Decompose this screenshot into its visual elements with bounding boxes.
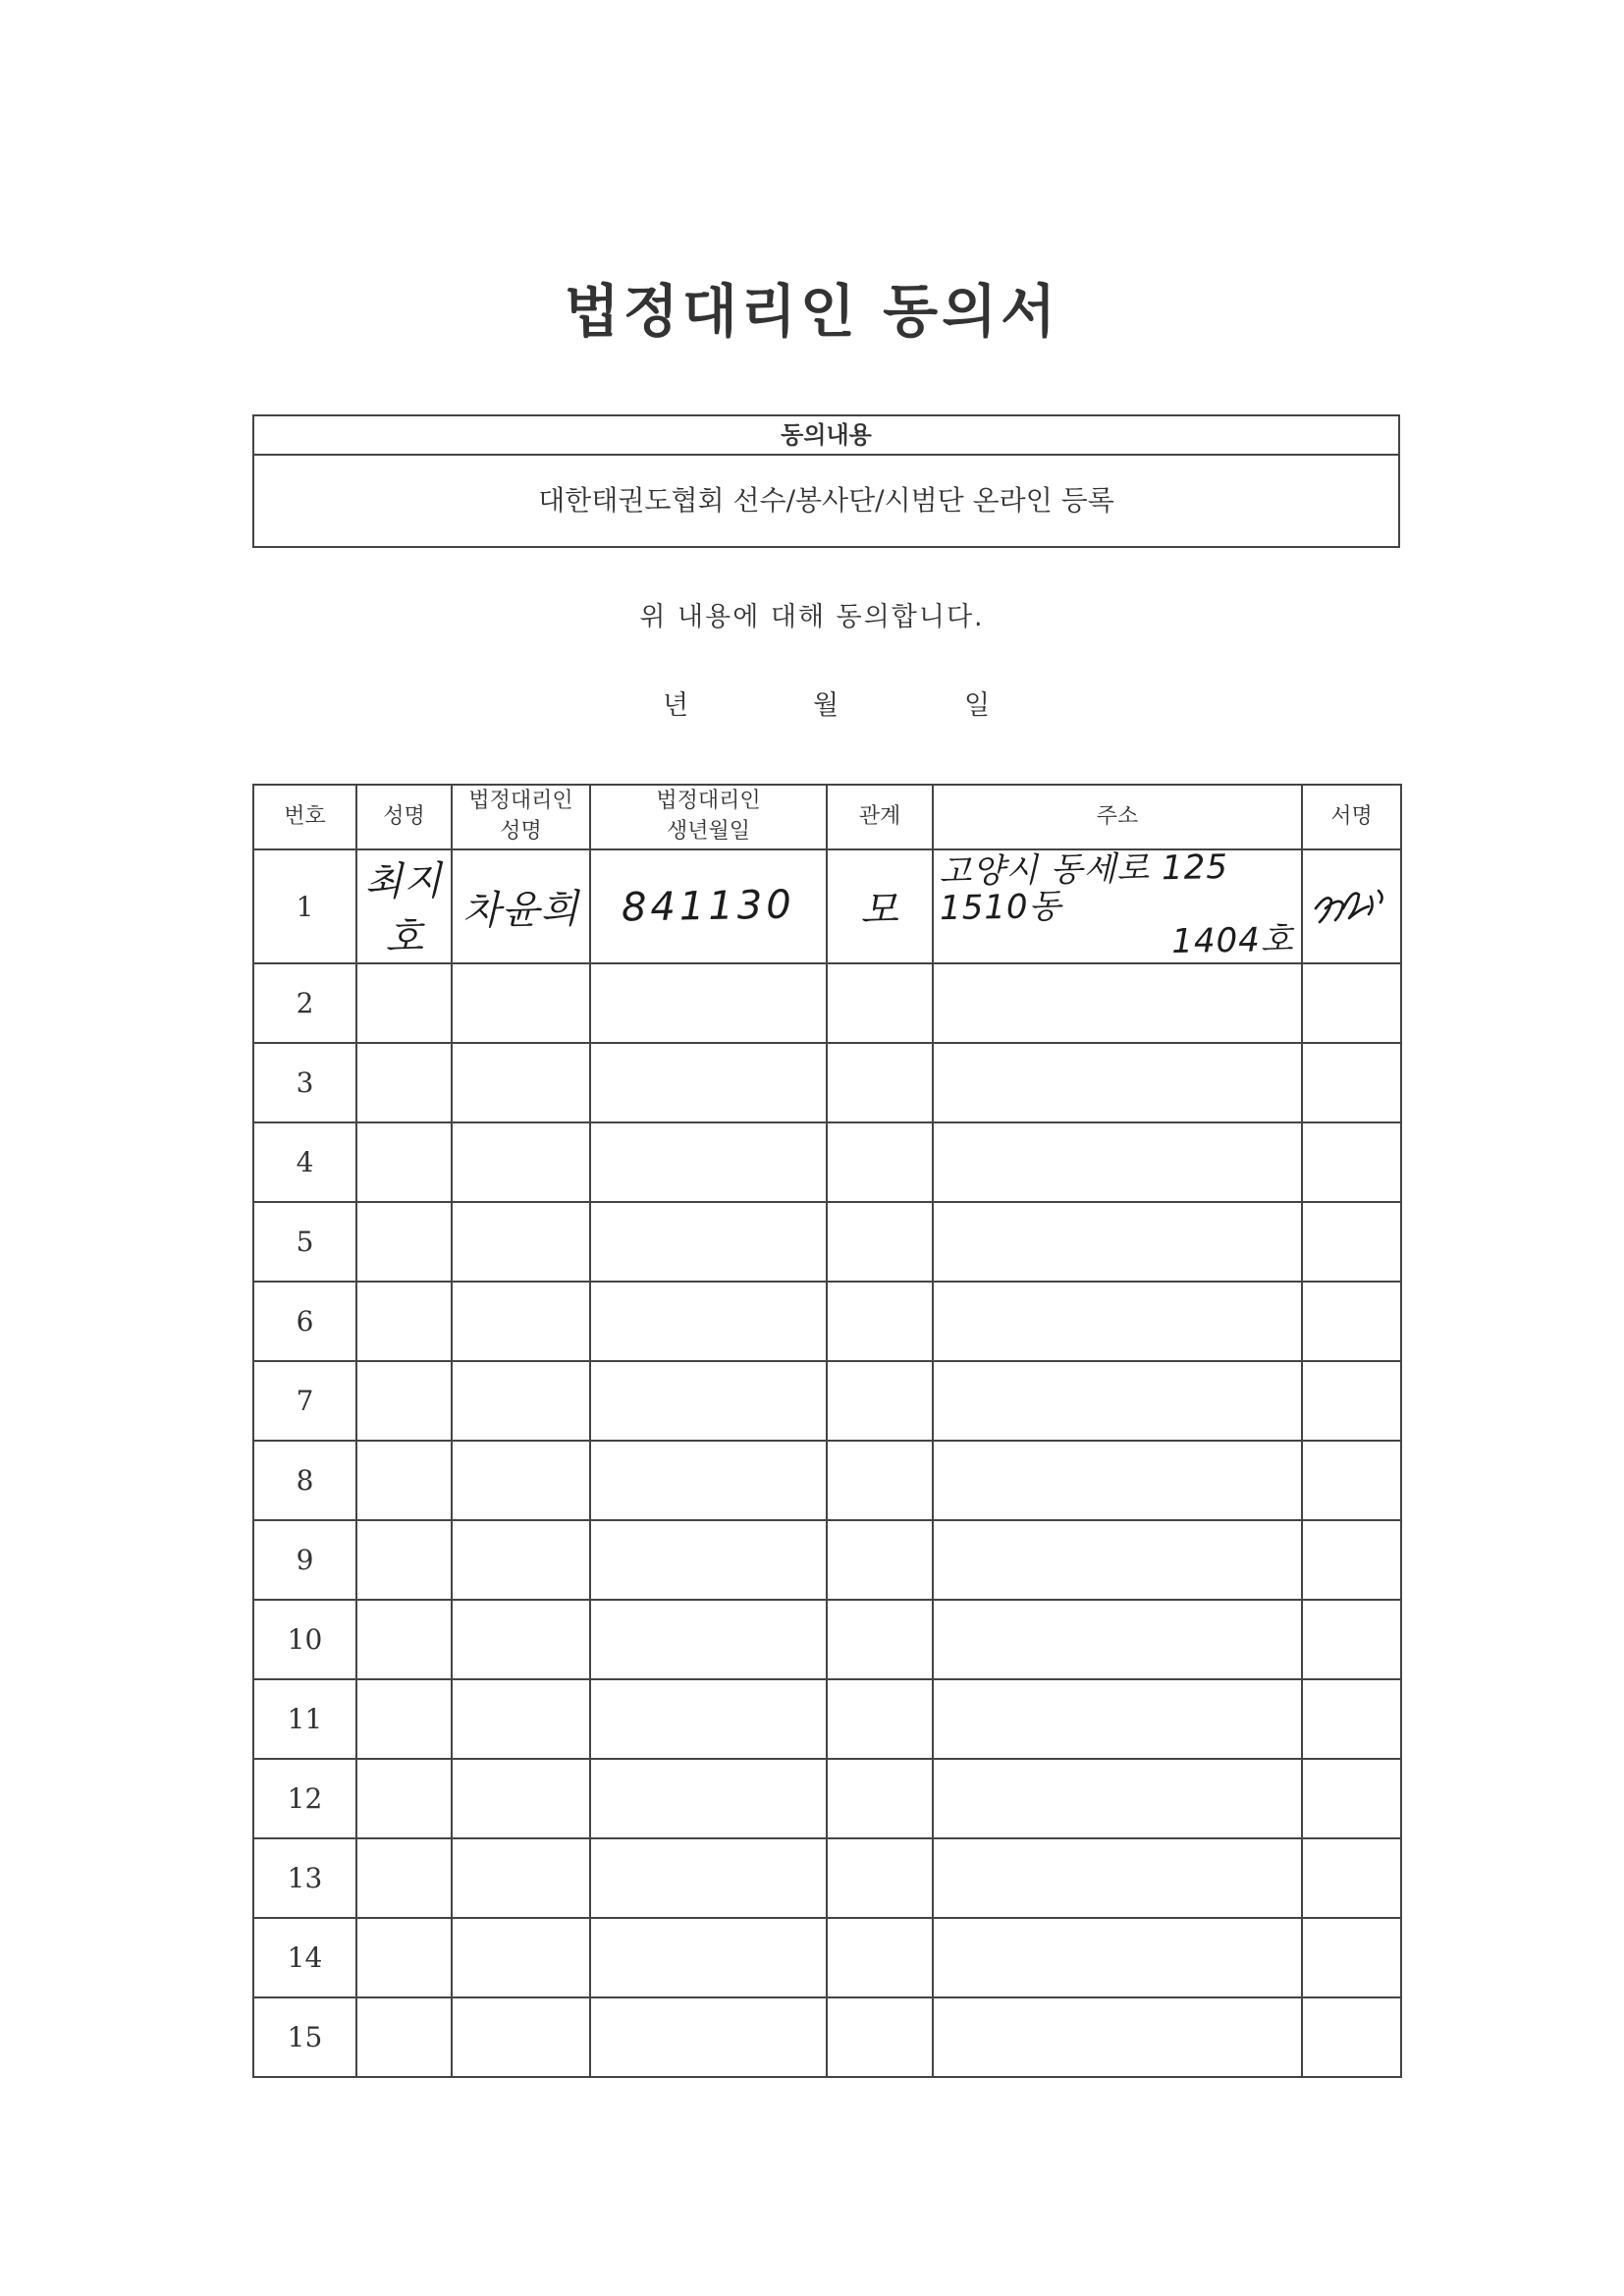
row-number: 5 xyxy=(253,1202,356,1282)
relation-cell xyxy=(827,963,933,1043)
consent-content-header: 동의내용 xyxy=(254,416,1398,456)
row-number: 6 xyxy=(253,1282,356,1361)
signature-cell xyxy=(1302,1441,1401,1520)
address-cell xyxy=(933,1282,1302,1361)
header-relation: 관계 xyxy=(827,785,933,849)
date-year-label: 년 xyxy=(663,690,689,721)
table-row xyxy=(253,1282,1401,1361)
table-row xyxy=(253,1679,1401,1759)
row-number: 10 xyxy=(253,1600,356,1679)
signature-cell xyxy=(1302,1918,1401,1997)
row-number: 14 xyxy=(253,1918,356,1997)
row-number: 2 xyxy=(253,963,356,1043)
name-cell xyxy=(356,1282,452,1361)
signature-cell xyxy=(1302,1520,1401,1600)
guardian-birth-cell xyxy=(590,1679,827,1759)
guardian-name-cell xyxy=(452,1282,590,1361)
address-cell xyxy=(933,1202,1302,1282)
handwritten-name: 최지호 xyxy=(364,858,444,961)
guardian-birth-cell xyxy=(590,1838,827,1918)
handwritten-address xyxy=(933,848,1302,965)
relation-cell xyxy=(827,1600,933,1679)
address-cell xyxy=(933,1361,1302,1441)
name-cell xyxy=(356,1679,452,1759)
row-number: 7 xyxy=(253,1361,356,1441)
guardian-name-cell xyxy=(452,1838,590,1918)
guardian-name-cell xyxy=(452,1600,590,1679)
signature-cell xyxy=(1302,963,1401,1043)
guardian-birth-cell xyxy=(590,1600,827,1679)
row-number: 12 xyxy=(253,1759,356,1838)
table-row xyxy=(253,1838,1401,1918)
row-number: 9 xyxy=(253,1520,356,1600)
signature-cell xyxy=(1302,1600,1401,1679)
guardian-birth-cell xyxy=(590,849,827,963)
relation-cell xyxy=(827,1202,933,1282)
row-number: 8 xyxy=(253,1441,356,1520)
consent-content-box xyxy=(252,414,1400,548)
name-cell xyxy=(356,849,452,963)
table-header-row xyxy=(253,785,1401,849)
guardian-birth-cell xyxy=(590,1918,827,1997)
name-cell xyxy=(356,1441,452,1520)
guardian-birth-cell xyxy=(590,1202,827,1282)
handwritten-relation: 모 xyxy=(859,887,900,933)
guardian-birth-cell xyxy=(590,1441,827,1520)
guardian-name-cell xyxy=(452,1997,590,2077)
table-row xyxy=(253,1997,1401,2077)
relation-cell xyxy=(827,849,933,963)
relation-cell xyxy=(827,1838,933,1918)
guardian-name-cell xyxy=(452,849,590,963)
address-cell xyxy=(933,1997,1302,2077)
header-number: 번호 xyxy=(253,785,356,849)
guardian-name-cell xyxy=(452,1679,590,1759)
relation-cell xyxy=(827,1997,933,2077)
address-cell xyxy=(933,849,1302,963)
date-month-label: 월 xyxy=(813,690,839,721)
row-number: 13 xyxy=(253,1838,356,1918)
address-cell xyxy=(933,1759,1302,1838)
guardian-name-cell xyxy=(452,1918,590,1997)
guardian-name-cell xyxy=(452,1043,590,1122)
table-row xyxy=(253,1122,1401,1202)
address-cell xyxy=(933,1441,1302,1520)
table-row xyxy=(253,1918,1401,1997)
relation-cell xyxy=(827,1441,933,1520)
signature-cell xyxy=(1302,1838,1401,1918)
guardian-name-cell xyxy=(452,1361,590,1441)
signature-cell xyxy=(1302,1361,1401,1441)
table-row xyxy=(253,1759,1401,1838)
table-row xyxy=(253,849,1401,963)
name-cell xyxy=(356,1759,452,1838)
guardian-name-cell xyxy=(452,1759,590,1838)
guardian-birth-cell xyxy=(590,1043,827,1122)
table-row xyxy=(253,1600,1401,1679)
relation-cell xyxy=(827,1520,933,1600)
agreement-statement: 위 내용에 대해 동의합니다. xyxy=(639,602,985,632)
address-cell xyxy=(933,1918,1302,1997)
signature-cell xyxy=(1302,849,1401,963)
handwritten-guardian-birth: 841130 xyxy=(621,882,796,931)
guardian-name-cell xyxy=(452,1441,590,1520)
guardian-birth-cell xyxy=(590,1361,827,1441)
row-number: 3 xyxy=(253,1043,356,1122)
name-cell xyxy=(356,1997,452,2077)
signature-cell xyxy=(1302,1202,1401,1282)
guardian-birth-cell xyxy=(590,1997,827,2077)
document-title: 법정대리인 동의서 xyxy=(564,278,1060,345)
header-guardian-birth: 법정대리인 생년월일 xyxy=(590,785,827,849)
table-row xyxy=(253,1043,1401,1122)
name-cell xyxy=(356,1361,452,1441)
guardian-name-cell xyxy=(452,1202,590,1282)
header-signature: 서명 xyxy=(1302,785,1401,849)
address-line-1: 고양시 동세로 125 1510동 xyxy=(939,847,1229,929)
address-cell xyxy=(933,1838,1302,1918)
signature-cell xyxy=(1302,1679,1401,1759)
date-day-label: 일 xyxy=(964,690,991,721)
relation-cell xyxy=(827,1282,933,1361)
name-cell xyxy=(356,1122,452,1202)
guardian-name-cell xyxy=(452,1122,590,1202)
table-row xyxy=(253,1202,1401,1282)
address-cell xyxy=(933,1679,1302,1759)
name-cell xyxy=(356,963,452,1043)
relation-cell xyxy=(827,1361,933,1441)
signature-cell xyxy=(1302,1043,1401,1122)
row-number: 1 xyxy=(253,849,356,963)
relation-cell xyxy=(827,1759,933,1838)
name-cell xyxy=(356,1838,452,1918)
guardian-birth-cell xyxy=(590,1759,827,1838)
header-guardian-name: 법정대리인 성명 xyxy=(452,785,590,849)
relation-cell xyxy=(827,1043,933,1122)
table-row xyxy=(253,963,1401,1043)
name-cell xyxy=(356,1520,452,1600)
relation-cell xyxy=(827,1918,933,1997)
address-cell xyxy=(933,963,1302,1043)
table-row xyxy=(253,1441,1401,1520)
guardian-birth-cell xyxy=(590,1282,827,1361)
address-cell xyxy=(933,1520,1302,1600)
header-address: 주소 xyxy=(933,785,1302,849)
signature-cell xyxy=(1302,1282,1401,1361)
guardian-birth-cell xyxy=(590,963,827,1043)
guardian-name-cell xyxy=(452,1520,590,1600)
row-number: 15 xyxy=(253,1997,356,2077)
address-cell xyxy=(933,1043,1302,1122)
handwritten-guardian-name: 차윤희 xyxy=(461,886,580,934)
table-row xyxy=(253,1520,1401,1600)
name-cell xyxy=(356,1202,452,1282)
address-cell xyxy=(933,1600,1302,1679)
guardian-birth-cell xyxy=(590,1520,827,1600)
address-cell xyxy=(933,1122,1302,1202)
name-cell xyxy=(356,1600,452,1679)
relation-cell xyxy=(827,1679,933,1759)
relation-cell xyxy=(827,1122,933,1202)
table-row xyxy=(253,1361,1401,1441)
row-number: 11 xyxy=(253,1679,356,1759)
address-line-2: 1404호 xyxy=(1170,919,1294,961)
signature-cell xyxy=(1302,1122,1401,1202)
name-cell xyxy=(356,1918,452,1997)
registration-table xyxy=(252,784,1402,2078)
header-name: 성명 xyxy=(356,785,452,849)
signature-cell xyxy=(1302,1997,1401,2077)
signature-cell xyxy=(1302,1759,1401,1838)
row-number: 4 xyxy=(253,1122,356,1202)
consent-content-text: 대한태권도협회 선수/봉사단/시범단 온라인 등록 xyxy=(538,484,1114,517)
handwritten-signature-icon xyxy=(1310,879,1394,934)
guardian-name-cell xyxy=(452,963,590,1043)
guardian-birth-cell xyxy=(590,1122,827,1202)
name-cell xyxy=(356,1043,452,1122)
